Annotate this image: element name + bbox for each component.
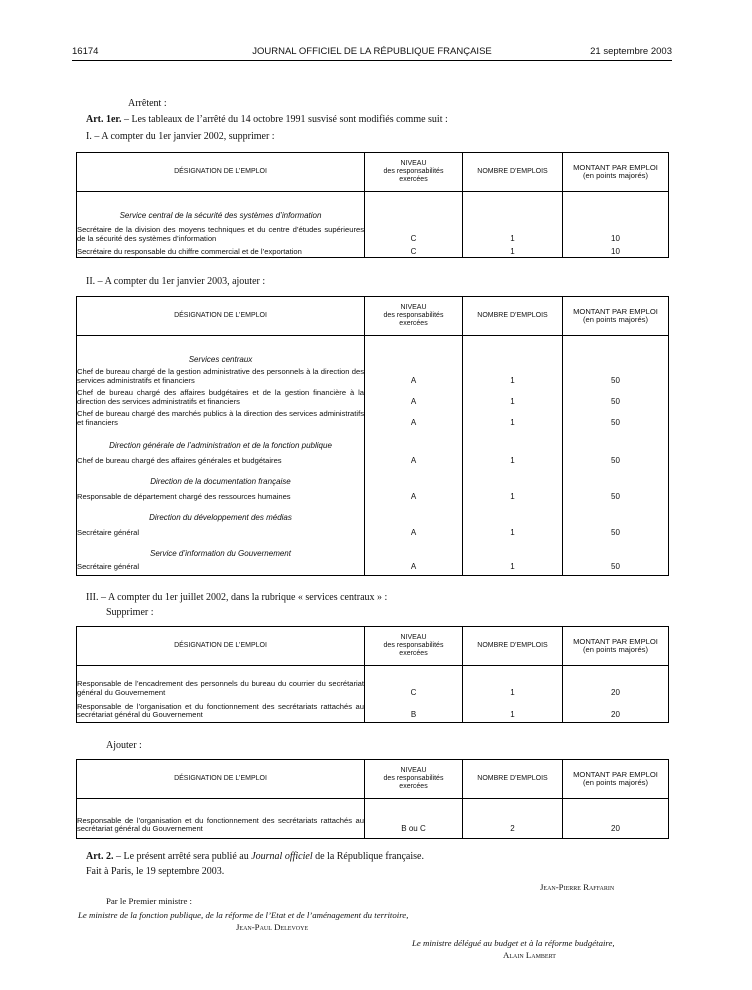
section-title: Service central de la sécurité des systèmes d’information — [77, 192, 365, 220]
article-1-text: – Les tableaux de l’arrêté du 14 octobre 1991 susvisé sont modifiés comme suit : — [121, 114, 448, 125]
header-rule — [72, 60, 672, 61]
table-row: Secrétaire de la division des moyens techniques et du centre d’études supérieures de la sécurité des systèmes d’information C 1 10 — [77, 220, 669, 244]
table-ajout-2003 — [76, 296, 669, 576]
table-row: Chef de bureau chargé des marchés publics à la direction des services administratifs et financiers A 1 50 — [77, 407, 669, 428]
table-suppression-2002 — [76, 152, 669, 258]
article-2-label: Art. 2. — [86, 851, 114, 862]
col-montant: MONTANT PAR EMPLOI (en points majorés) — [563, 297, 669, 336]
col-designation: DÉSIGNATION DE L’EMPLOI — [77, 760, 365, 799]
table-row: Chef de bureau chargé des affaires générales et budgétaires A 1 50 — [77, 450, 669, 466]
section-title: Direction de la documentation française — [77, 466, 365, 486]
table-row: Secrétaire général A 1 50 — [77, 522, 669, 538]
table-row: Secrétaire du responsable du chiffre commercial et de l’exportation C 1 10 — [77, 244, 669, 258]
table-row: Chef de bureau chargé des affaires budgétaires et de la gestion financière à la direction des services administratifs et financiers A 1 50 — [77, 386, 669, 407]
col-nombre: NOMBRE D’EMPLOIS — [463, 153, 563, 192]
signature-prime-minister: Jean-Pierre Raffarin — [540, 882, 615, 892]
article-1 — [86, 114, 448, 125]
section-title: Direction du développement des médias — [77, 502, 365, 522]
col-designation: DÉSIGNATION DE L’EMPLOI — [77, 627, 365, 666]
minister-budget: Le ministre délégué au budget et à la réforme budgétaire, — [412, 938, 615, 948]
section-title: Service d’information du Gouvernement — [77, 538, 365, 558]
col-designation: DÉSIGNATION DE L’EMPLOI — [77, 153, 365, 192]
table-row: Responsable de l’encadrement des personnels du bureau du courrier du secrétariat général du Gouvernement C 1 20 — [77, 666, 669, 698]
article-2: Art. 2. – Le présent arrêté sera publié au Journal officiel de la République française. — [86, 851, 424, 862]
signature-delevoye: Jean-Paul Delevoye — [236, 922, 309, 932]
article-1-label: Art. 1er. — [86, 114, 122, 125]
table-row: Responsable de l’organisation et du fonctionnement des secrétariats rattachés au secrétariat général du Gouvernement B 1 20 — [77, 698, 669, 723]
col-nombre: NOMBRE D’EMPLOIS — [463, 297, 563, 336]
publication-date: 21 septembre 2003 — [590, 46, 672, 57]
signature-lambert: Alain Lambert — [503, 950, 556, 960]
section-3-heading: III. – A compter du 1er juillet 2002, dans la rubrique « services centraux » : — [86, 592, 388, 603]
journal-officiel-text: Journal officiel — [251, 851, 313, 862]
col-montant: MONTANT PAR EMPLOI (en points majorés) — [563, 153, 669, 192]
table-row: Secrétaire général A 1 50 — [77, 558, 669, 576]
fait-a-paris: Fait à Paris, le 19 septembre 2003. — [86, 866, 225, 877]
section-2-heading: II. – A compter du 1er janvier 2003, ajouter : — [86, 276, 266, 287]
section-title: Services centraux — [77, 336, 365, 364]
table-row: Chef de bureau chargé de la gestion administrative des personnels à la direction des services administratifs et financiers A 1 50 — [77, 364, 669, 386]
col-niveau: NIVEAU des responsabilités exercées — [365, 297, 463, 336]
supprimer-label: Supprimer : — [106, 607, 154, 618]
par-le-premier-ministre: Par le Premier ministre : — [106, 896, 192, 906]
col-niveau: NIVEAU des responsabilités exercées — [365, 153, 463, 192]
arretent-line: Arrêtent : — [128, 98, 167, 109]
section-1-heading: I. – A compter du 1er janvier 2002, supprimer : — [86, 131, 275, 142]
table-ajout-2002-services — [76, 759, 669, 839]
ajouter-label: Ajouter : — [106, 740, 142, 751]
journal-title: JOURNAL OFFICIEL DE LA RÉPUBLIQUE FRANÇAISE — [252, 46, 492, 57]
table-suppression-2002-services — [76, 626, 669, 723]
col-montant: MONTANT PAR EMPLOI (en points majorés) — [563, 627, 669, 666]
minister-fonction-publique: Le ministre de la fonction publique, de la réforme de l’Etat et de l’aménagement du territoire, — [78, 910, 409, 920]
col-nombre: NOMBRE D’EMPLOIS — [463, 760, 563, 799]
col-designation: DÉSIGNATION DE L’EMPLOI — [77, 297, 365, 336]
col-niveau: NIVEAU des responsabilités exercées — [365, 760, 463, 799]
table-row: Responsable de département chargé des ressources humaines A 1 50 — [77, 486, 669, 502]
page-number: 16174 — [72, 46, 99, 57]
page-header — [72, 46, 672, 60]
col-niveau: NIVEAU des responsabilités exercées — [365, 627, 463, 666]
section-title: Direction générale de l’administration et de la fonction publique — [77, 428, 365, 450]
col-montant: MONTANT PAR EMPLOI (en points majorés) — [563, 760, 669, 799]
col-nombre: NOMBRE D’EMPLOIS — [463, 627, 563, 666]
table-row: Responsable de l’organisation et du fonctionnement des secrétariats rattachés au secrétariat général du Gouvernement B ou C 2 20 — [77, 799, 669, 839]
